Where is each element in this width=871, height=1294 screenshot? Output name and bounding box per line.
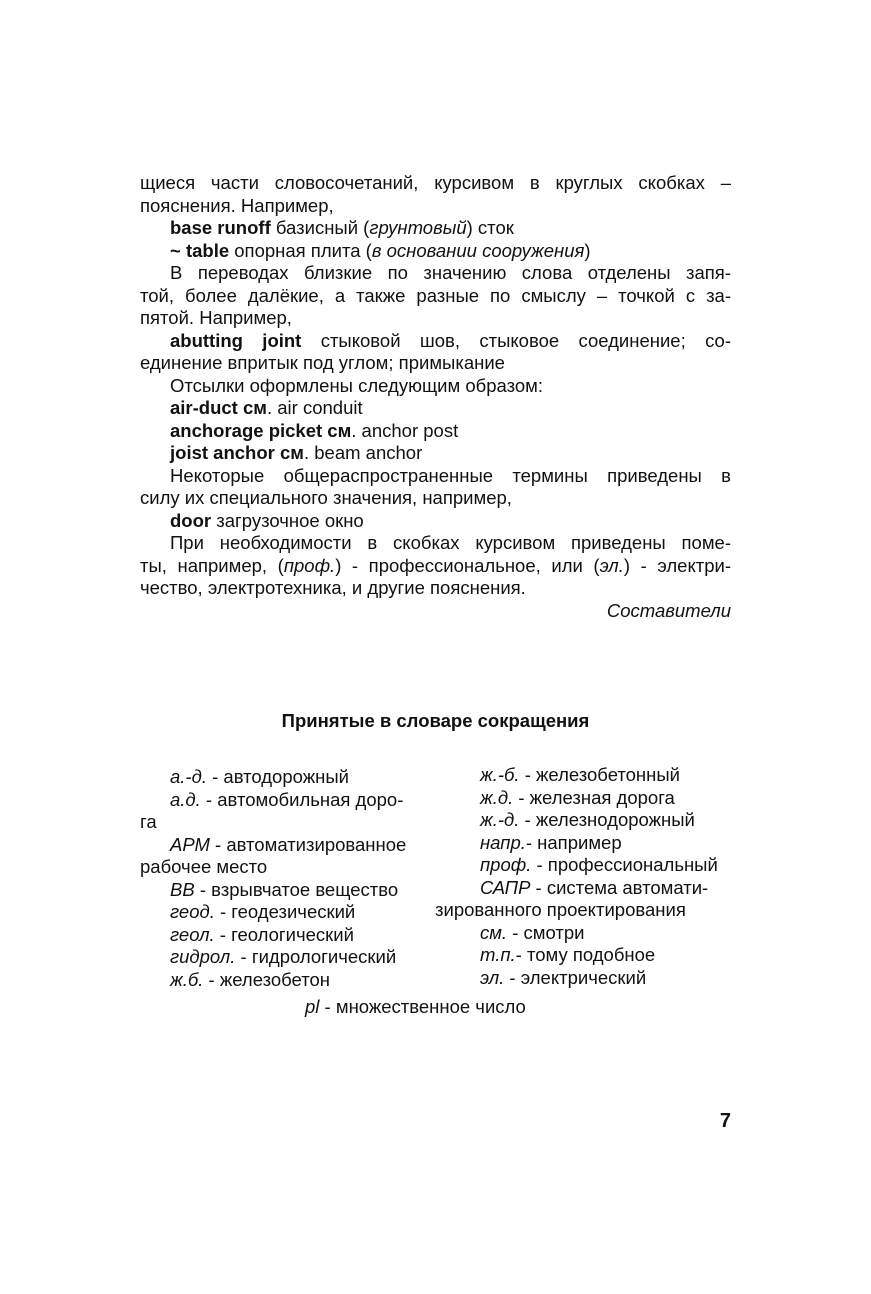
term: air-duct см [170,397,267,418]
abbreviation: напр. [480,831,526,853]
definition: - взрывчатое вещество [194,878,399,900]
reference-line [140,397,731,420]
abbreviation: а.д. [170,788,201,810]
abbreviation-row [435,787,731,810]
abbreviation-row [140,834,422,857]
abbreviation: ВВ [170,878,195,900]
definition: - железнодорожный [519,809,695,830]
example-line [140,217,731,240]
note: проф. [283,554,336,576]
text-part: ) - электри- [623,554,732,576]
abbreviation: ж.-б. [480,764,520,785]
reference-line [140,420,731,443]
term: base runoff [170,217,271,238]
note: эл. [599,554,624,576]
definition: - электрический [504,966,647,988]
abbreviation: эл. [480,966,505,988]
abbreviation: проф. [480,854,532,875]
term: joist anchor см [170,442,304,463]
text-part: ты, например, ( [140,554,284,576]
abbreviation: САПР [480,876,531,898]
abbreviation: pl [305,996,320,1017]
definition: - профессиональный [531,854,718,875]
abbreviation: см. [480,921,508,943]
definition: - геологический [214,923,354,945]
abbreviation-row [435,944,731,967]
definition: - смотри [507,921,585,943]
abbreviation-row [140,766,422,789]
example-line [140,330,731,353]
abbreviation-row [435,877,731,900]
term: abutting joint [170,329,302,351]
abbreviation-row [140,901,422,924]
text-line: пояснения. Например, [140,194,334,216]
page-number: 7 [719,1110,731,1132]
term: ~ table [170,239,230,261]
term: anchorage picket см [170,419,352,441]
translation: базисный ( [270,217,370,238]
text-line: щиеся части словосочетаний, курсивом в круглых скобках – [140,172,731,193]
definition: - геодезический [214,901,356,922]
abbreviation: геол. [170,923,215,945]
abbreviation-row [435,854,731,877]
example-line [140,510,731,533]
abbreviation-row [140,946,422,969]
text-part: ) - профессиональное, или ( [335,554,600,576]
translation: ) сток [466,217,514,238]
definition: - автомобильная доро- [200,788,404,810]
definition: - железная дорога [513,786,675,808]
text-line: силу их специального значения, например, [140,487,512,508]
abbreviation: т.п. [480,944,516,965]
abbreviation: а.-д. [170,766,207,787]
abbreviation-row [140,879,422,902]
abbreviation-row [435,832,731,855]
term: door [170,509,212,531]
signature: Составители [606,599,731,621]
abbreviation-continuation: га [140,811,157,832]
note: грунтовый [369,217,467,238]
reference: . anchor post [351,419,459,441]
abbreviation-continuation: зированного проектирования [435,899,686,920]
translation: опорная плита ( [229,239,372,261]
reference-line [140,442,731,465]
text-line: В переводах близкие по значению слова отделены запя- [170,262,731,283]
text-line: единение впритык под углом; примыкание [140,352,505,373]
reference: . beam anchor [303,442,423,463]
intro-text [140,172,731,622]
abbreviation: ж.д. [480,786,514,808]
abbreviation-row [435,967,731,990]
abbreviation-row-plural [305,996,526,1019]
definition: - тому подобное [515,944,656,965]
text-line [140,555,731,578]
abbreviation: ж.-д. [480,809,520,830]
abbreviations-left-column [140,766,422,991]
definition: - автодорожный [206,766,349,787]
definition: - система автомати- [530,876,709,898]
text-line: чество, электротехника, и другие пояснения. [140,577,526,598]
definition: - железобетонный [519,764,680,785]
abbreviation-row [435,764,731,787]
example-line [140,240,731,263]
text-line: пятой. Например, [140,307,292,328]
abbreviations-right-column [435,764,731,989]
reference: . air conduit [266,397,363,418]
abbreviation-row [140,789,422,812]
abbreviation-row [435,922,731,945]
abbreviation: гидрол. [170,946,236,967]
note: в основании сооружения [371,239,585,261]
abbreviation-row [435,809,731,832]
definition: - железобетон [203,968,330,990]
abbreviation-continuation: рабочее место [140,856,268,877]
text-line: При необходимости в скобках курсивом приведены поме- [170,532,731,553]
abbreviation: АРМ [170,833,210,855]
abbreviations-title: Принятые в словаре сокращения [281,710,590,731]
abbreviation: ж.б. [170,968,204,990]
abbreviation-row [140,924,422,947]
definition: - множественное число [319,996,526,1017]
abbreviation-row [140,969,422,992]
text-line: той, более далёкие, а также разные по смыслу – точкой с за- [140,284,731,306]
text-line: Отсылки оформлены следующим образом: [170,374,544,396]
definition: - например [525,831,622,853]
translation: ) [584,239,591,261]
abbreviation: геод. [170,901,215,922]
text-line: Некоторые общераспространенные термины приведены в [170,464,731,486]
translation: загрузочное окно [211,509,364,531]
definition: - гидрологический [235,946,397,967]
translation: стыковой шов, стыковое соединение; со- [301,329,731,351]
definition: - автоматизированное [209,833,407,855]
